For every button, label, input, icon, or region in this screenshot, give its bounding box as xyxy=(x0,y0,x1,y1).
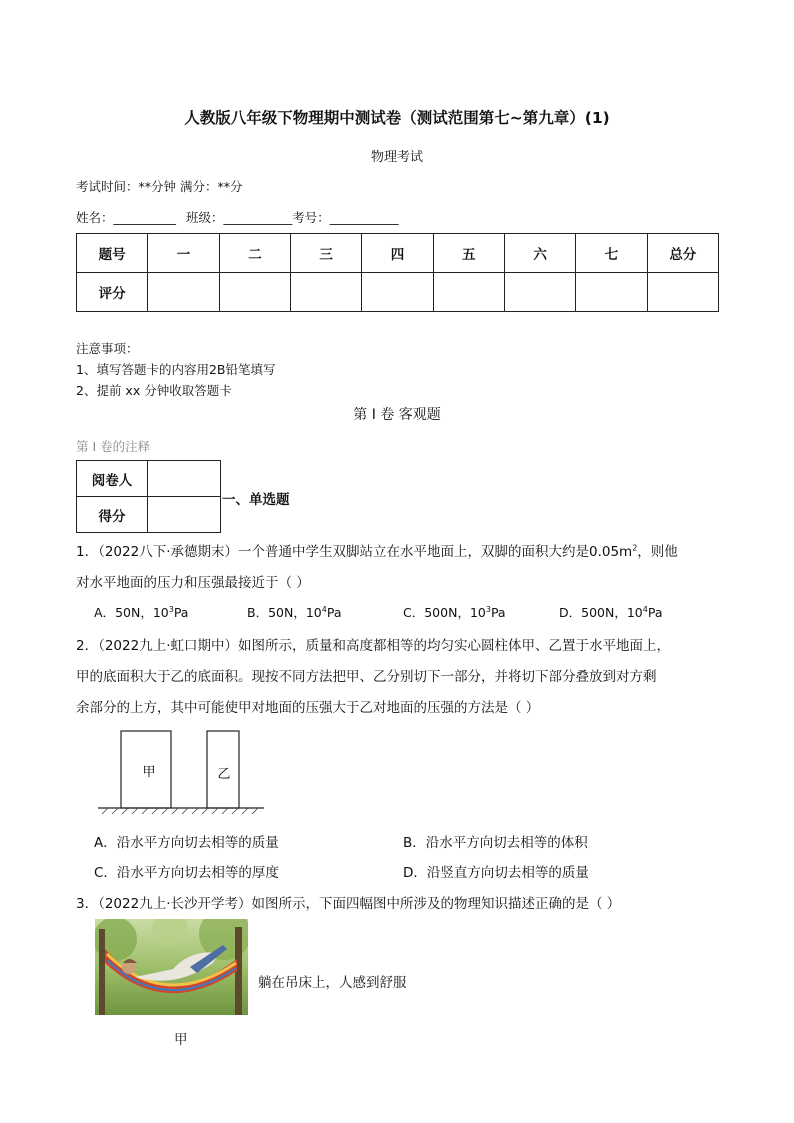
option-text: 50N，10 xyxy=(115,605,169,620)
option-unit: Pa xyxy=(326,605,342,620)
score-cell[interactable] xyxy=(290,273,361,312)
option-letter: D． xyxy=(559,605,582,620)
score-cell[interactable] xyxy=(362,273,433,312)
section-title: 一、单选题 xyxy=(222,492,290,508)
q1-option-c[interactable] xyxy=(403,603,506,621)
page-title: 人教版八年级下物理期中测试卷（测试范围第七~第九章）(1) xyxy=(184,109,610,127)
score-header-cell: 一 xyxy=(148,234,219,273)
part1-title: 第 I 卷 客观题 xyxy=(353,407,441,423)
q2-option-d[interactable]: D．沿竖直方向切去相等的质量 xyxy=(403,865,589,881)
q1-option-a[interactable] xyxy=(94,603,188,621)
score-header-cell: 二 xyxy=(219,234,290,273)
score-header-cell: 四 xyxy=(362,234,433,273)
q2-option-b[interactable]: B．沿水平方向切去相等的体积 xyxy=(403,835,588,851)
class-label: 班级： xyxy=(186,210,224,225)
score-value-cell[interactable] xyxy=(148,497,221,533)
option-letter: C． xyxy=(403,605,425,620)
reviewer-table xyxy=(76,460,221,533)
option-text: 500N，10 xyxy=(424,605,486,620)
part1-annotation: 第 I 卷的注释 xyxy=(76,439,151,454)
score-header-cell: 三 xyxy=(290,234,361,273)
score-table-header-row xyxy=(77,234,719,273)
score-header-cell: 总分 xyxy=(647,234,718,273)
hammock-photo xyxy=(95,919,248,1015)
name-label: 姓名： xyxy=(76,210,114,225)
option-sup: 4 xyxy=(321,604,327,614)
score-header-cell: 六 xyxy=(504,234,575,273)
class-blank: ___________ xyxy=(223,210,293,225)
question-3-line1: 3．（2022九上·长沙开学考）如图所示，下面四幅图中所涉及的物理知识描述正确的是（ ） xyxy=(76,896,621,912)
exam-no-label: 考号： xyxy=(292,210,330,225)
label-jia: 甲 xyxy=(142,765,156,780)
q1-text: 1．（2022八下·承德期末）一个普通中学生双脚站立在水平地面上，双脚的面积大约是0.05m xyxy=(76,544,633,560)
hammock-illustration xyxy=(95,919,248,1015)
q1-sup: 2 xyxy=(632,543,638,553)
score-row-label: 评分 xyxy=(77,273,148,312)
option-text: 500N，10 xyxy=(581,605,643,620)
notes-heading: 注意事项： xyxy=(76,341,139,356)
question-2-line3: 余部分的上方，其中可能使甲对地面的压强大于乙对地面的压强的方法是（ ） xyxy=(76,700,540,716)
option-letter: B． xyxy=(247,605,269,620)
reviewer-cell[interactable] xyxy=(148,461,221,497)
option-letter: A． xyxy=(94,605,116,620)
score-cell[interactable] xyxy=(148,273,219,312)
cylinders-figure xyxy=(96,728,266,818)
score-table-score-row xyxy=(77,273,719,312)
score-cell[interactable] xyxy=(647,273,718,312)
score-cell[interactable] xyxy=(504,273,575,312)
score-table xyxy=(76,233,719,312)
photo-label: 甲 xyxy=(174,1032,188,1048)
notes-item: 1、填写答题卡的内容用2B铅笔填写 xyxy=(76,362,276,377)
option-unit: Pa xyxy=(173,605,189,620)
score-header-cell: 五 xyxy=(433,234,504,273)
question-1-line1 xyxy=(76,540,678,560)
question-1-line2: 对水平地面的压力和压强最接近于（ ） xyxy=(76,575,310,591)
question-2-line1: 2．（2022九上·虹口期中）如图所示，质量和高度都相等的均匀实心圆柱体甲、乙置于水平地面上， xyxy=(76,638,670,654)
student-info-line xyxy=(76,208,399,226)
score-header-cell: 题号 xyxy=(77,234,148,273)
score-cell[interactable] xyxy=(576,273,647,312)
score-cell[interactable] xyxy=(219,273,290,312)
page-subtitle: 物理考试 xyxy=(370,150,423,165)
notes-item: 2、提前 xx 分钟收取答题卡 xyxy=(76,383,232,398)
score-header-cell: 七 xyxy=(576,234,647,273)
option-sup: 3 xyxy=(485,604,491,614)
ground-hatching xyxy=(102,808,258,814)
q2-option-a[interactable]: A．沿水平方向切去相等的质量 xyxy=(94,835,279,851)
option-unit: Pa xyxy=(647,605,663,620)
q1-text-end: ，则他 xyxy=(637,544,678,560)
q2-option-c[interactable]: C．沿水平方向切去相等的厚度 xyxy=(94,865,279,881)
exam-no-blank: ___________ xyxy=(329,210,399,225)
label-yi: 乙 xyxy=(217,767,231,782)
score-label: 得分 xyxy=(77,497,148,533)
question-2-line2: 甲的底面积大于乙的底面积。现按不同方法把甲、乙分别切下一部分，并将切下部分叠放到对方剩 xyxy=(76,669,657,685)
option-sup: 3 xyxy=(168,604,174,614)
option-sup: 4 xyxy=(642,604,648,614)
option-unit: Pa xyxy=(490,605,506,620)
q1-option-b[interactable] xyxy=(247,603,341,621)
score-cell[interactable] xyxy=(433,273,504,312)
name-blank: __________ xyxy=(113,210,177,225)
exam-time-line: 考试时间：**分钟 满分：**分 xyxy=(76,179,243,194)
photo-caption: 躺在吊床上，人感到舒服 xyxy=(258,975,407,991)
q1-option-d[interactable] xyxy=(559,603,663,621)
reviewer-label: 阅卷人 xyxy=(77,461,148,497)
option-text: 50N，10 xyxy=(268,605,322,620)
